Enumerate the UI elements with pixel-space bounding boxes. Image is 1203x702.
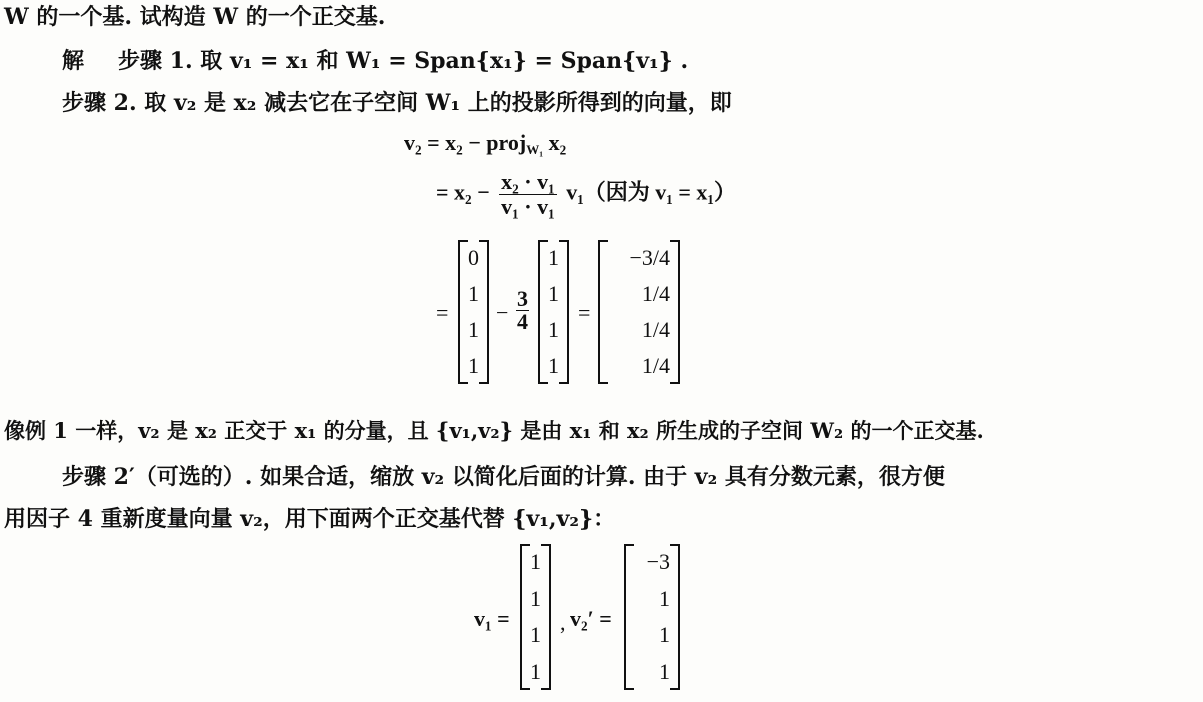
eq4-v1-label: v₁ = [474, 606, 510, 631]
matrix-basis-v2-cell: 1 [659, 622, 670, 648]
eq4-v2-label: v₂′ = [570, 606, 612, 631]
eq4-separator: , [560, 610, 566, 635]
eq3-frac-num: 3 [517, 286, 528, 311]
matrix-x2-cell: 0 [468, 245, 479, 270]
matrix-v1-cell: 1 [548, 317, 559, 342]
eq3-equals2: = [578, 300, 591, 325]
step1-text: 步骤 1. 取 v₁ = x₁ 和 W₁ = Span{x₁} = Span{v₁} . [118, 48, 689, 74]
eq3-minus: − [496, 300, 509, 325]
eq3-frac-den: 4 [517, 309, 528, 334]
eq1-main: v₂ = x₂ − proj [404, 130, 527, 155]
matrix-basis-v2-cell: 1 [659, 585, 670, 611]
eq2-tail: v₁（因为 v₁ = x₁） [566, 179, 737, 205]
matrix-basis-v2-cell: 1 [659, 658, 670, 684]
matrix-basis-v1-cell: 1 [530, 622, 541, 648]
matrix-basis-v1-cell: 1 [530, 549, 541, 575]
matrix-x2-cell: 1 [468, 353, 479, 378]
eq3-equals: = [436, 300, 449, 325]
eq1-tail: x₂ [543, 130, 567, 155]
solution-label: 解 [62, 48, 85, 74]
intro-line: W 的一个基. 试构造 W 的一个正交基. [4, 4, 386, 30]
equation-projection [404, 130, 566, 158]
matrix-v1 [538, 240, 569, 384]
matrix-v1-cell: 1 [548, 245, 559, 270]
paragraph-orthogonal: 像例 1 一样，v₂ 是 x₂ 正交于 x₁ 的分量，且 {v₁,v₂} 是由 x₁ 和 x₂ 所生成的子空间 W₂ 的一个正交基. [4, 418, 984, 443]
eq2-fraction [499, 170, 557, 219]
matrix-v2-cell: 1/4 [641, 317, 670, 342]
matrix-x2 [458, 240, 489, 384]
matrix-basis-v2-cell: −3 [646, 549, 670, 575]
matrix-x2-cell: 1 [468, 281, 479, 306]
matrix-v2-cell: 1/4 [641, 353, 670, 378]
paragraph-step2prime-line1: 步骤 2′（可选的）. 如果合适，缩放 v₂ 以简化后面的计算. 由于 v₂ 具有分数元素，很方便 [62, 464, 945, 490]
eq1-subscript: W₁ [526, 142, 544, 157]
eq3-fraction [516, 288, 529, 333]
matrix-basis-v1-cell: 1 [530, 658, 541, 684]
matrix-v2-cell: −3/4 [629, 245, 670, 270]
step2-text: 步骤 2. 取 v₂ 是 x₂ 减去它在子空间 W₁ 上的投影所得到的向量，即 [62, 90, 732, 116]
matrix-v2-cell: 1/4 [641, 281, 670, 306]
paragraph-step2prime-line2: 用因子 4 重新度量向量 v₂，用下面两个正交基代替 {v₁,v₂}： [4, 506, 616, 532]
matrix-v1-cell: 1 [548, 353, 559, 378]
equation-formula [436, 170, 736, 219]
matrix-basis-v1 [520, 544, 551, 690]
matrix-basis-v1-cell: 1 [530, 585, 541, 611]
matrix-v2 [598, 240, 680, 384]
matrix-x2-cell: 1 [468, 317, 479, 342]
eq2-denominator: v₁ · v₁ [501, 194, 555, 219]
matrix-v1-cell: 1 [548, 281, 559, 306]
matrix-basis-v2 [624, 544, 680, 690]
eq2-numerator: x₂ · v₁ [501, 169, 555, 194]
eq2-lead: = x₂ − [436, 179, 490, 205]
